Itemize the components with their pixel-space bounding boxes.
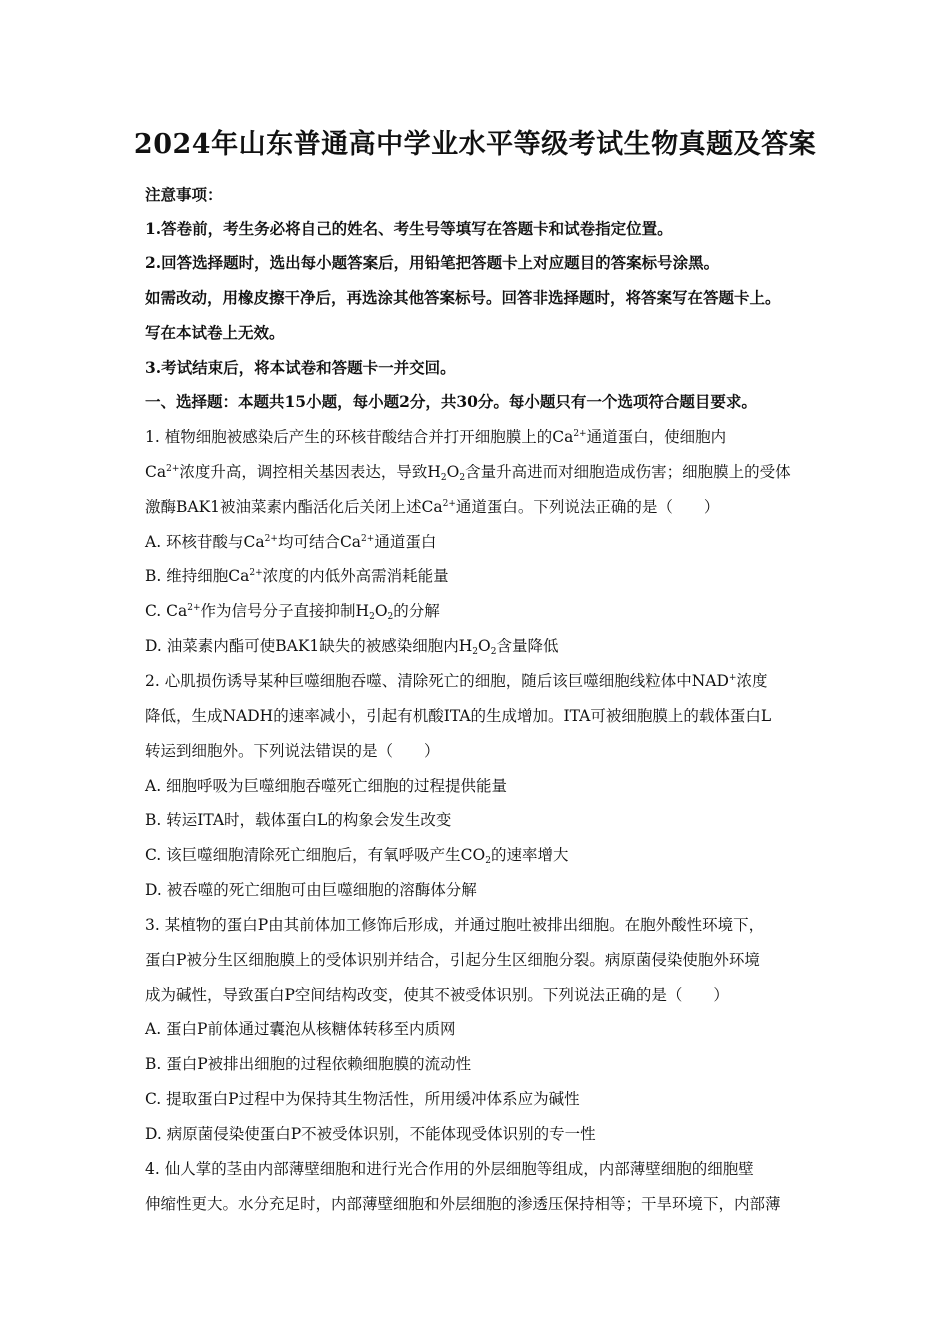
question-3-option-b: B. 蛋白P被排出细胞的过程依赖细胞膜的流动性 (145, 1055, 472, 1073)
question-1-option-d: D. 油菜素内酯可使BAK1缺失的被感染细胞内$H_2O_2$含量降低 (145, 637, 559, 657)
question-1-line-3: 激酶BAK1被油菜素内酯活化后关闭上述$Ca^{2+}$通道蛋白。下列说法正确的是（ ） (145, 498, 720, 516)
question-3-line-1: 3. 某植物的蛋白P由其前体加工修饰后形成，并通过胞吐被排出细胞。在胞外酸性环境下， (145, 916, 765, 934)
question-2-option-a: A. 细胞呼吸为巨噬细胞吞噬死亡细胞的过程提供能量 (145, 777, 508, 795)
question-2-option-c: C. 该巨噬细胞清除死亡细胞后，有氧呼吸产生$CO_2$的速率增大 (145, 846, 569, 866)
notice-item-2-cont: 如需改动，用橡皮擦干净后，再选涂其他答案标号。回答非选择题时，将答案写在答题卡上。 (145, 288, 781, 307)
question-2-option-d: D. 被吞噬的死亡细胞可由巨噬细胞的溶酶体分解 (145, 881, 477, 899)
question-3-option-a: A. 蛋白P前体通过囊泡从核糖体转移至内质网 (145, 1020, 456, 1038)
question-2-line-3: 转运到细胞外。下列说法错误的是（ ） (145, 742, 440, 760)
notice-item-2-end: 写在本试卷上无效。 (145, 323, 285, 342)
notice-item-3: 3.考试结束后，将本试卷和答题卡一并交回。 (145, 358, 456, 377)
notice-item-2: 2.回答选择题时，选出每小题答案后，用铅笔把答题卡上对应题目的答案标号涂黑。 (145, 253, 720, 272)
question-4-line-1: 4. 仙人掌的茎由内部薄壁细胞和进行光合作用的外层细胞等组成，内部薄壁细胞的细胞壁 (145, 1160, 754, 1178)
question-1-line-1: 1. 植物细胞被感染后产生的环核苷酸结合并打开细胞膜上的$Ca^{2+}$通道蛋白，使细胞内 (145, 428, 727, 446)
page-title: 2024年山东普通高中学业水平等级考试生物真题及答案 (133, 129, 817, 160)
notice-item-1: 1.答卷前，考生务必将自己的姓名、考生号等填写在答题卡和试卷指定位置。 (145, 219, 673, 238)
question-2-line-2: 降低，生成NADH的速率减小，引起有机酸ITA的生成增加。ITA可被细胞膜上的载体蛋白L (145, 707, 772, 725)
notice-heading: 注意事项： (145, 185, 223, 204)
question-4-line-2: 伸缩性更大。水分充足时，内部薄壁细胞和外层细胞的渗透压保持相等；干旱环境下，内部薄 (145, 1195, 781, 1213)
question-1-option-c: C. $Ca^{2+}$作为信号分子直接抑制$H_2O_2$的分解 (145, 602, 440, 622)
section-heading: 一、选择题：本题共15小题，每小题2分，共30分。每小题只有一个选项符合题目要求。 (145, 392, 757, 411)
question-3-option-d: D. 病原菌侵染使蛋白P不被受体识别，不能体现受体识别的专一性 (145, 1125, 596, 1143)
question-3-option-c: C. 提取蛋白P过程中为保持其生物活性，所用缓冲体系应为碱性 (145, 1090, 580, 1108)
question-2-line-1: 2. 心肌损伤诱导某种巨噬细胞吞噬、清除死亡的细胞，随后该巨噬细胞线粒体中NAD+浓度 (145, 672, 768, 690)
question-2-option-b: B. 转运ITA时，载体蛋白L的构象会发生改变 (145, 811, 452, 829)
question-1-option-b: B. 维持细胞$Ca^{2+}$浓度的内低外高需消耗能量 (145, 567, 449, 585)
question-3-line-3: 成为碱性，导致蛋白P空间结构改变，使其不被受体识别。下列说法正确的是（ ） (145, 986, 729, 1004)
question-3-line-2: 蛋白P被分生区细胞膜上的受体识别并结合，引起分生区细胞分裂。病原菌侵染使胞外环境 (145, 951, 760, 969)
question-1-option-a: A. 环核苷酸与$Ca^{2+}$均可结合$Ca^{2+}$通道蛋白 (145, 533, 437, 551)
question-1-line-2: $Ca^{2+}$浓度升高，调控相关基因表达，导致$H_2O_2$含量升高进而对细胞造成伤害；细胞膜上的受体 (145, 463, 791, 483)
